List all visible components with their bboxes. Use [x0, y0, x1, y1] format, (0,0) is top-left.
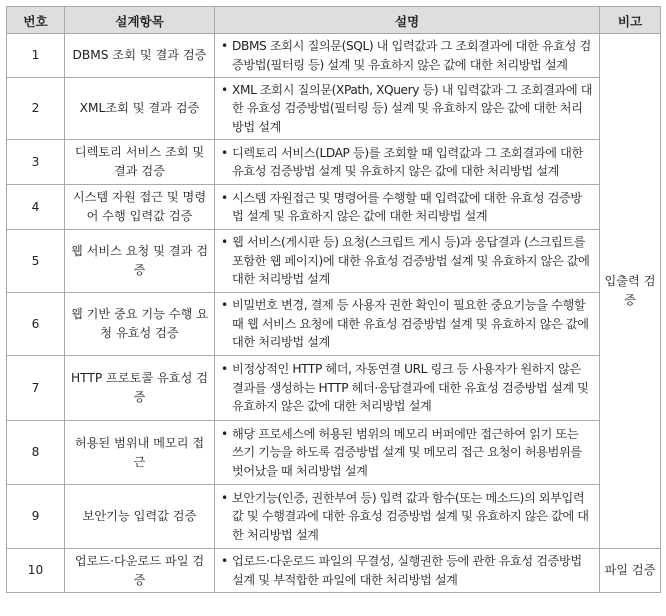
row-design-item: XML조회 및 결과 검증 [65, 78, 215, 140]
header-num: 번호 [7, 7, 65, 34]
table-header-row [7, 7, 661, 34]
description-text: • 해당 프로세스에 허용된 범위의 메모리 버퍼에만 접근하여 읽기 또는 쓰기 기능을 하도록 검증방법 설계 및 메모리 접근 요청이 허용범위를 벗어났을 때 처리방법 설계 [221, 425, 593, 480]
table-row [7, 185, 661, 230]
table-row [7, 485, 661, 549]
table-row [7, 34, 661, 78]
table-row [7, 230, 661, 293]
table-row [7, 78, 661, 140]
row-num: 6 [7, 293, 65, 356]
header-design-item: 설계항목 [65, 7, 215, 34]
row-description [215, 140, 600, 185]
row-design-item: 보안기능 입력값 검증 [65, 485, 215, 549]
description-text: • 비밀번호 변경, 결제 등 사용자 권한 확인이 필요한 중요기능을 수행할 때 웹 서비스 요청에 대한 유효성 검증방법 설계 및 유효하지 않은 값에 대한 처리방법 설계 [221, 296, 593, 351]
row-design-item: 시스템 자원 접근 및 명령어 수행 입력값 검증 [65, 185, 215, 230]
row-description [215, 356, 600, 421]
row-num: 3 [7, 140, 65, 185]
note-io-validation: 입출력 검증 [600, 34, 661, 549]
row-num: 4 [7, 185, 65, 230]
row-description [215, 185, 600, 230]
design-items-table [6, 6, 661, 593]
row-design-item: HTTP 프로토콜 유효성 검증 [65, 356, 215, 421]
row-description [215, 78, 600, 140]
table-row [7, 549, 661, 593]
description-text: • DBMS 조회시 질의문(SQL) 내 입력값과 그 조회결과에 대한 유효성 검증방법(필터링 등) 설계 및 유효하지 않은 값에 대한 처리방법 설계 [221, 37, 593, 74]
description-text: • XML 조회시 질의문(XPath, XQuery 등) 내 입력값과 그 조회결과에 대한 유효성 검증방법(필터링 등) 설계 및 유효하지 않은 값에 대한 처리방법 설계 [221, 81, 593, 136]
row-num: 1 [7, 34, 65, 78]
row-num: 10 [7, 549, 65, 593]
row-description [215, 230, 600, 293]
row-description [215, 485, 600, 549]
row-num: 5 [7, 230, 65, 293]
row-design-item: 웹 기반 중요 기능 수행 요청 유효성 검증 [65, 293, 215, 356]
row-num: 8 [7, 421, 65, 485]
row-description [215, 549, 600, 593]
row-design-item: 허용된 범위내 메모리 접근 [65, 421, 215, 485]
row-num: 7 [7, 356, 65, 421]
row-description [215, 34, 600, 78]
row-description [215, 421, 600, 485]
description-text: • 디렉토리 서비스(LDAP 등)를 조회할 때 입력값과 그 조회결과에 대한 유효성 검증방법 설계 및 유효하지 않은 값에 대한 처리방법 설계 [221, 144, 593, 181]
description-text: • 보안기능(인증, 권한부여 등) 입력 값과 함수(또는 메소드)의 외부입력 값 및 수행결과에 대한 유효성 검증방법 설계 및 유효하지 않은 값에 대한 처리방법 설계 [221, 489, 593, 544]
description-text: • 웹 서비스(게시판 등) 요청(스크립트 게시 등)과 응답결과 (스크립트를 포함한 웹 페이지)에 대한 유효성 검증방법 설계 및 유효하지 않은 값에 대한 처리방법 설계 [221, 233, 593, 288]
header-description: 설명 [215, 7, 600, 34]
row-design-item: 디렉토리 서비스 조회 및 결과 검증 [65, 140, 215, 185]
note-file-validation: 파일 검증 [600, 549, 661, 593]
description-text: • 업로드·다운로드 파일의 무결성, 실행권한 등에 관한 유효성 검증방법 설계 및 부적합한 파일에 대한 처리방법 설계 [221, 552, 593, 589]
row-num: 2 [7, 78, 65, 140]
table-row [7, 421, 661, 485]
row-design-item: 업로드·다운로드 파일 검증 [65, 549, 215, 593]
table-row [7, 356, 661, 421]
table-row [7, 293, 661, 356]
description-text: • 시스템 자원접근 및 명령어를 수행할 때 입력값에 대한 유효성 검증방법 설계 및 유효하지 않은 값에 대한 처리방법 설계 [221, 189, 593, 226]
header-note: 비고 [600, 7, 661, 34]
row-description [215, 293, 600, 356]
row-num: 9 [7, 485, 65, 549]
table-row [7, 140, 661, 185]
description-text: • 비정상적인 HTTP 헤더, 자동연결 URL 링크 등 사용자가 원하지 않은 결과를 생성하는 HTTP 헤더·응답결과에 대한 유효성 검증방법 설계 및 유효하지 않은 값에 대한 처리방법 설계 [221, 360, 593, 415]
row-design-item: 웹 서비스 요청 및 결과 검증 [65, 230, 215, 293]
row-design-item: DBMS 조회 및 결과 검증 [65, 34, 215, 78]
